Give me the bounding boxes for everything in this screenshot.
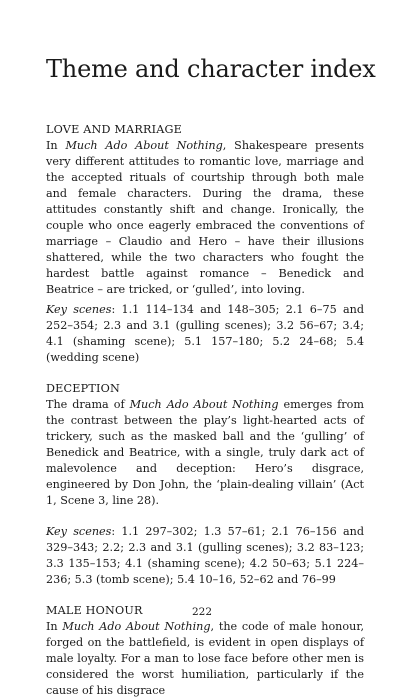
key-scenes-label: Key scenes <box>46 303 112 316</box>
paragraph-text: emerges from the contrast between the play’s light-hearted acts of trickery, such as the masked ball and the ‘gulling’ of Benedick and Beatrice, with a single, truly dark act of malevolence and deception: Hero’s disgrace, engineered by Don John, the ‘plain-dealing villain’ (Act 1, Scene 3, line 28). <box>46 398 365 507</box>
paragraph-text: In <box>46 620 63 633</box>
key-scenes <box>46 524 364 588</box>
section-paragraph <box>46 619 364 699</box>
section-paragraph <box>46 138 364 298</box>
section-love-and-marriage <box>46 122 364 366</box>
key-scenes-text: : 1.1 297–302; 1.3 57–61; 2.1 76–156 and 329–343; 2.2; 2.3 and 3.1 (gulling scenes); 3.2 83–123; 3.3 135–153; 4.1 (shaming scene); 4.2 50–63; 5.1 224–236; 5.3 (tomb scene); 5.4 10–16, 52–62 and 76–99 <box>46 525 364 586</box>
paragraph-text: In <box>46 139 66 152</box>
key-scenes-label: Key scenes <box>46 525 112 538</box>
paragraph-text: , the code of male honour, forged on the battlefield, is evident in open displays of male loyalty. For a man to lose face before other men is considered the worst humiliation, particularly if the cause of his disgrace <box>46 620 365 697</box>
key-scenes-text: : 1.1 114–134 and 148–305; 2.1 6–75 and 252–354; 2.3 and 3.1 (gulling scenes); 3.2 56–67; 3.4; 4.1 (shaming scene); 5.1 157–180; 5.2 24–68; 5.4 (wedding scene) <box>46 303 364 364</box>
key-scenes <box>46 302 364 366</box>
play-title: Much Ado About Nothing <box>62 620 211 633</box>
section-heading: DECEPTION <box>46 382 121 395</box>
play-title: Much Ado About Nothing <box>65 139 223 152</box>
page-number: 222 <box>191 606 213 618</box>
section-heading: LOVE AND MARRIAGE <box>46 123 182 136</box>
paragraph-text: , Shakespeare presents very different attitudes to romantic love, marriage and the accepted rituals of courtship through both male and female characters. During the drama, these attitudes constantly shift and change. Ironically, the couple who once eagerly embraced the conventions of marriage – Claudio and Hero – have their illusions shattered, while the two characters who fought the hardest battle against romance – Benedick and Beatrice – are tricked, or ‘gulled’, into loving. <box>46 139 364 296</box>
section-heading: MALE HONOUR <box>46 604 143 617</box>
page-title: Theme and character index <box>46 55 376 83</box>
section-deception <box>46 381 364 588</box>
section-paragraph <box>46 397 364 509</box>
paragraph-text: The drama of <box>46 398 130 411</box>
play-title: Much Ado About Nothing <box>129 398 279 411</box>
